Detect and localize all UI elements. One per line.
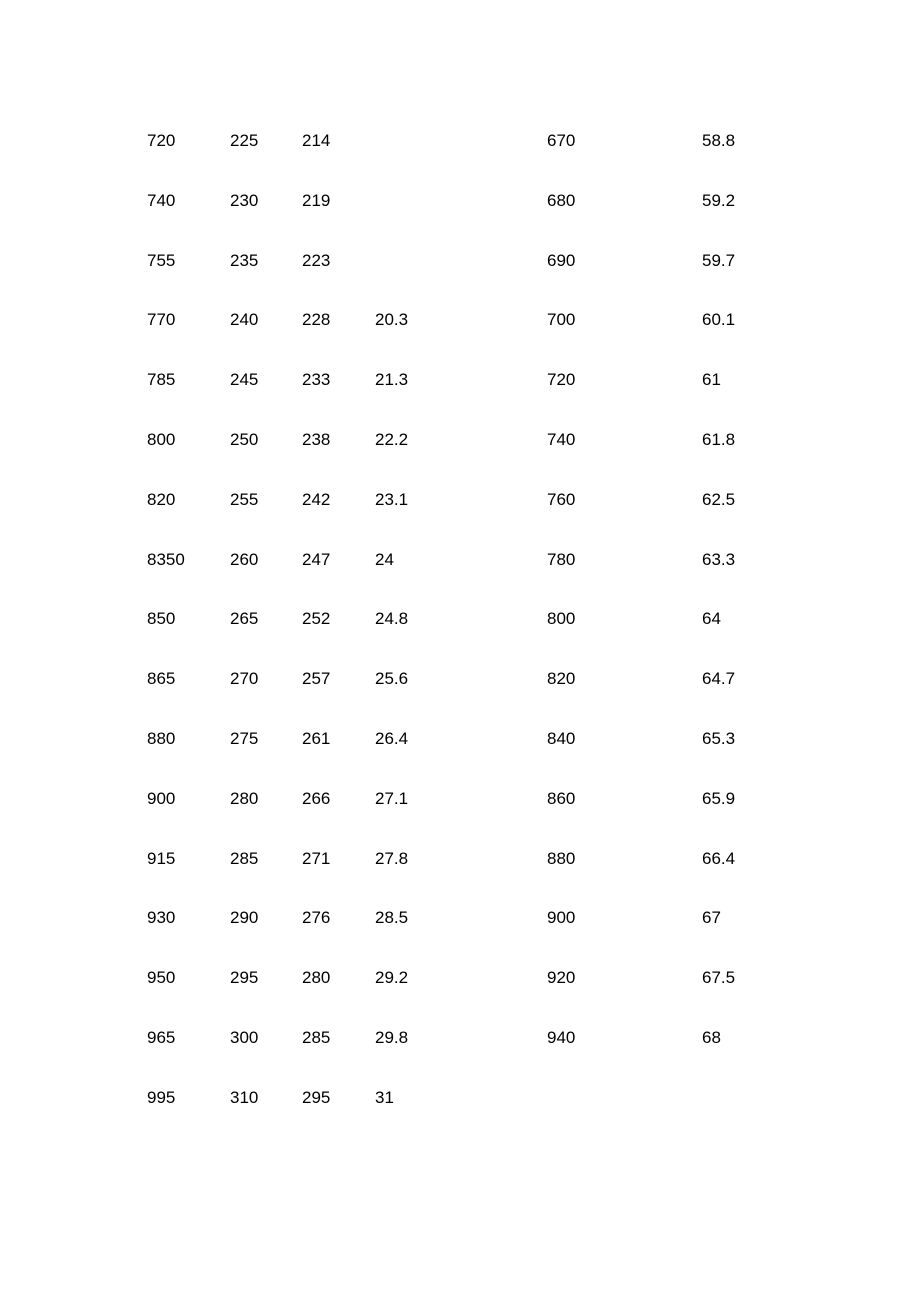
table-cell: 58.8 xyxy=(702,131,736,150)
table-cell: 29.2 xyxy=(375,968,409,988)
table-cell: 230 xyxy=(230,190,259,210)
table-row xyxy=(147,905,782,965)
table-cell: 214 xyxy=(302,131,331,150)
table-cell: 276 xyxy=(302,908,331,928)
table-cell: 67.5 xyxy=(702,968,736,988)
table-cell: 31 xyxy=(375,1087,394,1107)
table-cell: 61 xyxy=(702,370,721,390)
table-cell: 223 xyxy=(302,250,331,270)
table-cell: 760 xyxy=(547,489,576,509)
table-cell: 880 xyxy=(147,728,176,748)
table-body xyxy=(147,128,782,1115)
table-cell: 247 xyxy=(302,549,331,569)
table-cell: 66.4 xyxy=(702,848,736,868)
table-cell xyxy=(702,1085,782,1115)
table-row xyxy=(147,726,782,786)
table-cell: 780 xyxy=(547,549,576,569)
table-cell: 920 xyxy=(547,968,576,988)
table-cell: 219 xyxy=(302,190,331,210)
table-cell: 690 xyxy=(547,250,576,270)
table-cell: 840 xyxy=(547,728,576,748)
table-cell: 255 xyxy=(230,489,259,509)
table-cell: 800 xyxy=(547,609,576,629)
table-row xyxy=(147,606,782,666)
table-cell: 260 xyxy=(230,549,259,569)
table-row xyxy=(147,307,782,367)
table-cell: 24 xyxy=(375,549,394,569)
table-cell: 24.8 xyxy=(375,609,409,629)
table-cell: 770 xyxy=(147,310,176,330)
table-row xyxy=(147,248,782,308)
table-cell: 266 xyxy=(302,788,331,808)
table-cell: 64.7 xyxy=(702,669,736,689)
table-cell: 225 xyxy=(230,131,259,150)
table-cell: 865 xyxy=(147,669,176,689)
table-row xyxy=(147,367,782,427)
table-cell: 280 xyxy=(230,788,259,808)
table-cell: 290 xyxy=(230,908,259,928)
table-cell: 740 xyxy=(147,190,176,210)
table-cell: 940 xyxy=(547,1027,576,1047)
table-cell: 28.5 xyxy=(375,908,409,928)
table-cell: 820 xyxy=(547,669,576,689)
table-cell: 62.5 xyxy=(702,489,736,509)
table-cell: 233 xyxy=(302,370,331,390)
table-row xyxy=(147,1025,782,1085)
table-cell: 26.4 xyxy=(375,728,409,748)
table-cell: 265 xyxy=(230,609,259,629)
table-cell: 670 xyxy=(547,131,576,150)
table-cell: 800 xyxy=(147,429,176,449)
table-cell: 245 xyxy=(230,370,259,390)
table-row xyxy=(147,786,782,846)
table-cell: 700 xyxy=(547,310,576,330)
table-row xyxy=(147,427,782,487)
table-cell: 60.1 xyxy=(702,310,736,330)
table-cell: 785 xyxy=(147,370,176,390)
table-cell: 65.9 xyxy=(702,788,736,808)
table-cell: 59.7 xyxy=(702,250,736,270)
table-cell: 257 xyxy=(302,669,331,689)
table-cell: 680 xyxy=(547,190,576,210)
data-table xyxy=(147,128,782,1115)
table-cell: 900 xyxy=(547,908,576,928)
table-cell: 59.2 xyxy=(702,190,736,210)
table-cell: 275 xyxy=(230,728,259,748)
table-row xyxy=(147,666,782,726)
table-cell xyxy=(375,188,547,248)
table-cell: 930 xyxy=(147,908,176,928)
table-cell: 271 xyxy=(302,848,331,868)
table-cell xyxy=(375,128,547,188)
table-row xyxy=(147,965,782,1025)
table-cell: 29.8 xyxy=(375,1027,409,1047)
table-cell: 21.3 xyxy=(375,370,409,390)
table-cell: 950 xyxy=(147,968,176,988)
table-cell: 261 xyxy=(302,728,331,748)
table-cell: 20.3 xyxy=(375,310,409,330)
table-cell: 965 xyxy=(147,1027,176,1047)
table-cell: 64 xyxy=(702,609,721,629)
table-cell: 238 xyxy=(302,429,331,449)
table-cell: 280 xyxy=(302,968,331,988)
table-cell: 68 xyxy=(702,1027,721,1047)
table-cell: 295 xyxy=(230,968,259,988)
table-cell: 285 xyxy=(230,848,259,868)
table-row xyxy=(147,188,782,248)
table-cell: 285 xyxy=(302,1027,331,1047)
table-row xyxy=(147,128,782,188)
table-cell: 65.3 xyxy=(702,728,736,748)
table-cell: 740 xyxy=(547,429,576,449)
table-cell: 250 xyxy=(230,429,259,449)
table-cell: 880 xyxy=(547,848,576,868)
table-cell: 63.3 xyxy=(702,549,736,569)
table-cell: 295 xyxy=(302,1087,331,1107)
table-cell: 850 xyxy=(147,609,176,629)
table-cell: 252 xyxy=(302,609,331,629)
table-row xyxy=(147,547,782,607)
table-cell: 22.2 xyxy=(375,429,409,449)
table-row xyxy=(147,487,782,547)
table-cell: 228 xyxy=(302,310,331,330)
table-cell: 8350 xyxy=(147,549,185,569)
table-cell xyxy=(375,248,547,308)
table-cell: 860 xyxy=(547,788,576,808)
table-cell: 995 xyxy=(147,1087,176,1107)
table-cell: 240 xyxy=(230,310,259,330)
table-cell: 915 xyxy=(147,848,176,868)
table-row xyxy=(147,846,782,906)
table-cell: 235 xyxy=(230,250,259,270)
table-cell: 27.8 xyxy=(375,848,409,868)
table-cell xyxy=(547,1085,702,1115)
table-cell: 27.1 xyxy=(375,788,409,808)
table-cell: 270 xyxy=(230,669,259,689)
table-cell: 61.8 xyxy=(702,429,736,449)
table-cell: 720 xyxy=(547,370,576,390)
table-cell: 23.1 xyxy=(375,489,409,509)
table-cell: 755 xyxy=(147,250,176,270)
table-row xyxy=(147,1085,782,1115)
table-cell: 900 xyxy=(147,788,176,808)
table-cell: 242 xyxy=(302,489,331,509)
table-cell: 67 xyxy=(702,908,721,928)
table-cell: 720 xyxy=(147,131,176,150)
table-cell: 310 xyxy=(230,1087,259,1107)
table-cell: 300 xyxy=(230,1027,259,1047)
table-cell: 25.6 xyxy=(375,669,409,689)
table-cell: 820 xyxy=(147,489,176,509)
